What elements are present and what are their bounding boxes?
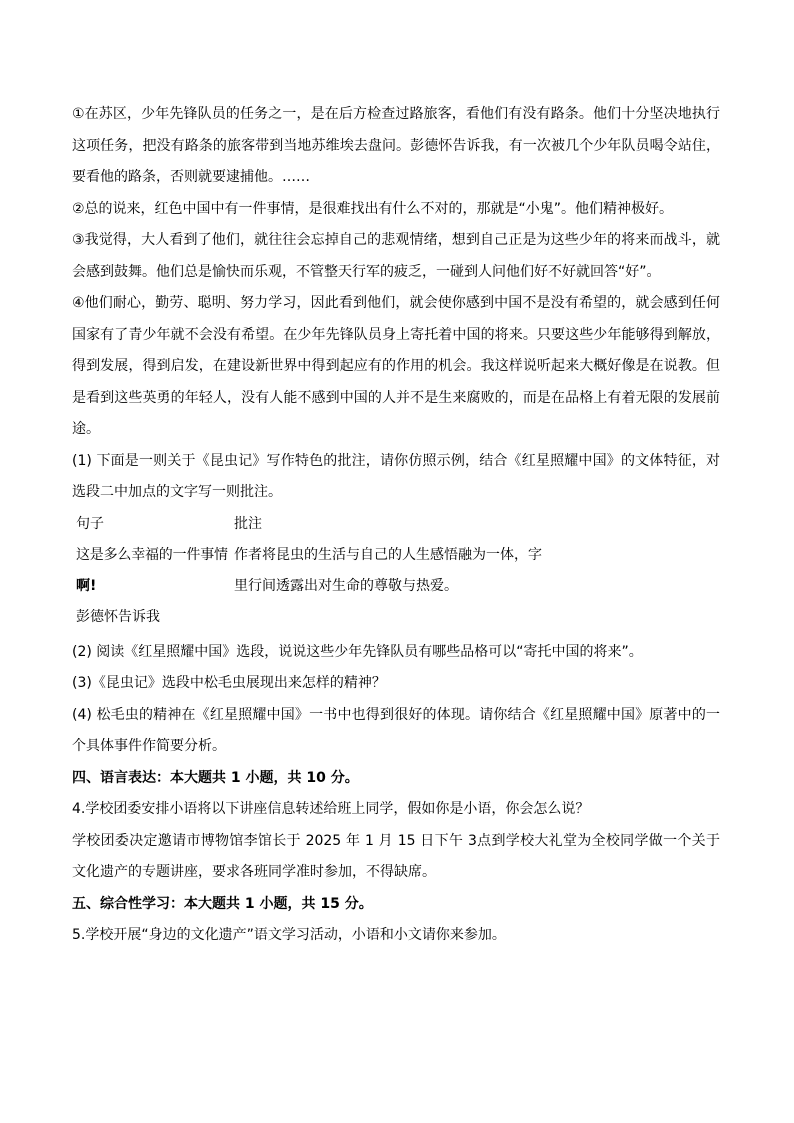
passage-paragraph-4: ④他们耐心，勤劳、聪明、努力学习，因此看到他们，就会使你感到中国不是没有希望的，就会感到任何国家有了青少年就不会没有希望。在少年先锋队员身上寄托着中国的将来。只要这些少年能够得到解放，得到发展，得到启发，在建设新世界中得到起应有的作用的机会。我这样说听起来大概好像是在说教。但是看到这些英勇的年轻人，没有人能不感到中国的人并不是生来腐败的，而是在品格上有着无限的发展前途。 <box>72 295 720 437</box>
row2-sentence: 彭德怀告诉我 <box>76 608 160 625</box>
question-3: (3)《昆虫记》选段中松毛虫展现出来怎样的精神？ <box>72 675 386 691</box>
header-sentence: 句子 <box>76 515 104 532</box>
table-header-row <box>72 509 712 540</box>
passage-paragraph-1: ①在苏区，少年先锋队员的任务之一，是在后方检查过路旅客，看他们有没有路条。他们十分坚决地执行这项任务，把没有路条的旅客带到当地苏维埃去盘问。彭德怀告诉我，有一次被几个少年队员喝令站住，要看他的路条，否则就要逮捕他。…… <box>72 106 720 185</box>
row1-sentence-line2: 啊! <box>76 577 97 594</box>
table-row <box>72 540 712 602</box>
row1-annotation: 作者将昆虫的生活与自己的人生感悟融为一体，字里行间透露出对生命的尊敬与热爱。 <box>234 546 542 594</box>
question-5-text: 学校团委决定邀请市博物馆李馆长于 2025 年 1 月 15 日下午 3点到学校大礼堂为全校同学做一个关于文化遗产的专题讲座，要求各班同学准时参加，不得缺席。 <box>72 832 720 880</box>
section-4-heading: 四、语言表达：本大题共 1 小题，共 10 分。 <box>72 769 359 786</box>
passage-paragraph-3: ③我觉得，大人看到了他们，就往往会忘掉自己的悲观情绪，想到自己正是为这些少年的将来而战斗，就会感到鼓舞。他们总是愉快而乐观，不管整天行军的疲乏，一碰到人问他们好不好就回答“好”。 <box>72 232 720 280</box>
question-1: (1) 下面是一则关于《昆虫记》写作特色的批注，请你仿照示例，结合《红星照耀中国》的文体特征，对选段二中加点的文字写一则批注。 <box>72 452 720 500</box>
question-4: (4) 松毛虫的精神在《红星照耀中国》一书中也得到很好的体现。请你结合《红星照耀中国》原著中的一个具体事件作简要分析。 <box>72 706 720 754</box>
row2-annotation <box>230 602 712 633</box>
annotation-table <box>72 509 712 633</box>
question-5-title: 4.学校团委安排小语将以下讲座信息转述给班上同学，假如你是小语，你会怎么说？ <box>72 801 590 817</box>
document-page <box>72 99 720 952</box>
passage-paragraph-2: ②总的说来，红色中国中有一件事情，是很难找出有什么不对的，那就是“小鬼”。他们精神极好。 <box>72 200 674 217</box>
question-6-title: 5.学校开展“身边的文化遗产”语文学习活动，小语和小文请你来参加。 <box>72 927 506 943</box>
question-2: (2) 阅读《红星照耀中国》选段，说说这些少年先锋队员有哪些品格可以“寄托中国的将来”。 <box>72 643 643 660</box>
header-annotation: 批注 <box>234 515 262 532</box>
section-5-heading: 五、综合性学习：本大题共 1 小题，共 15 分。 <box>72 895 373 912</box>
table-row <box>72 602 712 633</box>
row1-sentence-line1: 这是多么幸福的一件事情 <box>76 546 228 563</box>
row1-sentence <box>72 540 230 602</box>
